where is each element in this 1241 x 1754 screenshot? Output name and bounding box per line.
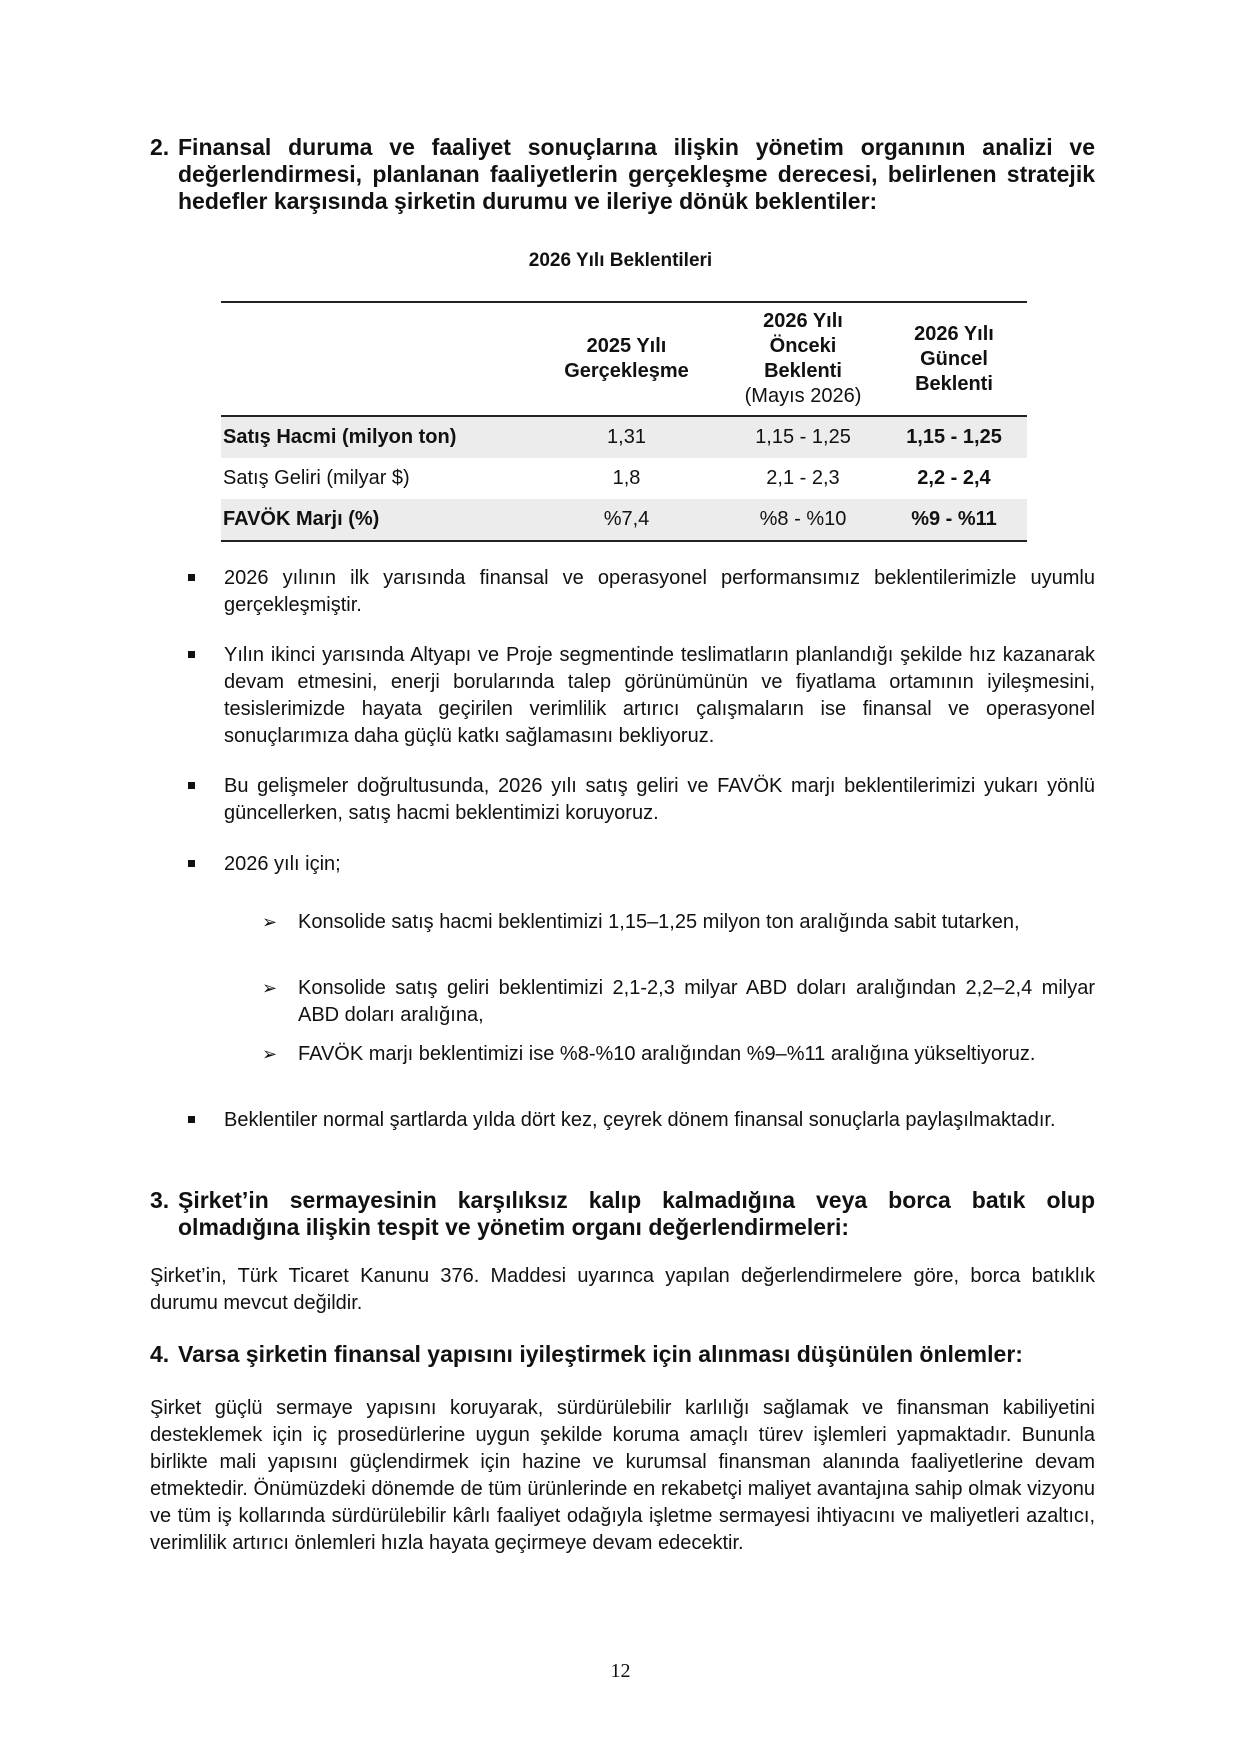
sub-bullet-list bbox=[150, 975, 1095, 1029]
bullet-list bbox=[150, 851, 1095, 878]
sub-bullet-2-text: Konsolide satış geliri beklentimizi 2,1-2,3 milyar ABD doları aralığından 2,2–2,4 milyar ABD doları aralığına, bbox=[298, 977, 1095, 1026]
row-label-ebitda-margin: FAVÖK Marjı (%) bbox=[221, 499, 528, 541]
arrow-bullet-icon: ➢ bbox=[262, 1044, 278, 1064]
square-bullet-icon bbox=[188, 782, 195, 789]
cell-current: 1,15 - 1,25 bbox=[881, 416, 1027, 458]
expectations-table bbox=[221, 301, 1027, 542]
bullet-list bbox=[150, 642, 1095, 750]
section-3-body: Şirket’in, Türk Ticaret Kanunu 376. Maddesi uyarınca yapılan değerlendirmelere göre, borca batıklık durumu mevcut değildir. bbox=[150, 1265, 1095, 1314]
table-header-2025-text: 2025 Yılı Gerçekleşme bbox=[564, 335, 689, 382]
table-header-current-text: 2026 Yılı Güncel Beklenti bbox=[914, 322, 994, 395]
sub-bullet-3-text: FAVÖK marjı beklentimizi ise %8-%10 aralığından %9–%11 aralığına yükseltiyoruz. bbox=[298, 1043, 1036, 1065]
sub-bullet-list bbox=[150, 909, 1095, 936]
bullet-list bbox=[150, 565, 1095, 619]
bullet-3-text: Bu gelişmeler doğrultusunda, 2026 yılı satış geliri ve FAVÖK marjı beklentilerimizi yukarı yönlü güncellerken, satış hacmi beklentimizi koruyoruz. bbox=[224, 775, 1095, 824]
table-header-empty bbox=[221, 302, 528, 416]
arrow-bullet-icon: ➢ bbox=[262, 912, 278, 932]
list-item bbox=[150, 565, 1095, 619]
list-item bbox=[150, 851, 1095, 878]
square-bullet-icon bbox=[188, 651, 195, 658]
bullet-list bbox=[150, 773, 1095, 827]
sub-bullet-list bbox=[150, 1041, 1095, 1068]
table-row bbox=[221, 416, 1027, 458]
cell-2025: %7,4 bbox=[528, 499, 725, 541]
arrow-bullet-icon: ➢ bbox=[262, 978, 278, 998]
section-2-heading bbox=[150, 134, 1095, 215]
bullet-2-text: Yılın ikinci yarısında Altyapı ve Proje segmentinde teslimatların planlandığı şekilde hız kazanarak devam etmesini, enerji borularında talep görünümünün ve fiyatlama ortamının iyileşmesini, tesislerimizde hayata geçirilen verimlilik artırıcı çalışmaların ise finansal ve operasyonel sonuçlarımıza daha güçlü katkı sağlamasını bekliyoruz. bbox=[224, 644, 1095, 747]
bullet-5-text: Beklentiler normal şartlarda yılda dört kez, çeyrek dönem finansal sonuçlarla paylaşılmaktadır. bbox=[224, 1109, 1056, 1131]
table-row bbox=[221, 458, 1027, 499]
cell-previous: 2,1 - 2,3 bbox=[766, 467, 840, 489]
section-2-number: 2. bbox=[150, 134, 170, 160]
cell-previous: %8 - %10 bbox=[725, 499, 881, 541]
cell-current: %9 - %11 bbox=[881, 499, 1027, 541]
table-row bbox=[221, 499, 1027, 541]
cell-previous: 1,15 - 1,25 bbox=[725, 416, 881, 458]
section-4-body: Şirket güçlü sermaye yapısını koruyarak, sürdürülebilir karlılığı sağlamak ve finansman kabiliyetini desteklemek için iç prosedürlerine uygun şekilde koruma amaçlı türev işlemleri yapmaktadır. Bununla birlikte mali yapısını güçlendirmek için hazine ve kurumsal finansman alanında faaliyetlerine devam etmektedir. Önümüzdeki dönemde de tüm ürünlerinde en rekabetçi maliyet avantajına sahip olmak vizyonu ve tüm iş kollarında sürdürülebilir kârlı faaliyet odağıyla işletme sermayesi ihtiyacını ve maliyetleri azaltıcı, verimlilik artırıcı önlemleri hızla hayata geçirmeye devam edecektir. bbox=[150, 1397, 1095, 1554]
section-3-heading-text: Şirket’in sermayesinin karşılıksız kalıp kalmadığına veya borca batık olup olmadığına ilişkin tespit ve yönetim organı değerlendirmeleri: bbox=[178, 1187, 1095, 1240]
sub-bullet-1-text: Konsolide satış hacmi beklentimizi 1,15–1,25 milyon ton aralığında sabit tutarken, bbox=[298, 911, 1020, 933]
section-2-heading-text: Finansal duruma ve faaliyet sonuçlarına ilişkin yönetim organının analizi ve değerlendirmesi, planlanan faaliyetlerin gerçekleşme derecesi, belirlenen stratejik hedefler karşısında şirketin durumu ve ileriye dönük beklentiler: bbox=[178, 134, 1095, 214]
square-bullet-icon bbox=[188, 574, 195, 581]
bullet-1-text: 2026 yılının ilk yarısında finansal ve operasyonel performansımız beklentilerimizle uyumlu gerçekleşmiştir. bbox=[224, 567, 1095, 616]
list-item bbox=[150, 773, 1095, 827]
cell-current: 2,2 - 2,4 bbox=[917, 467, 991, 489]
section-3-heading bbox=[150, 1187, 1095, 1241]
table-header-previous-sub: (Mayıs 2026) bbox=[744, 385, 862, 407]
section-4-number: 4. bbox=[150, 1341, 170, 1367]
list-item bbox=[150, 909, 1095, 936]
page-number: 12 bbox=[610, 1660, 631, 1682]
list-item bbox=[150, 642, 1095, 750]
table-header-2025 bbox=[528, 302, 725, 416]
row-label-sales-volume: Satış Hacmi (milyon ton) bbox=[221, 416, 528, 458]
section-4-heading-text: Varsa şirketin finansal yapısını iyileştirmek için alınması düşünülen önlemler: bbox=[178, 1341, 1023, 1367]
table-header-row bbox=[221, 302, 1027, 416]
list-item bbox=[150, 1041, 1095, 1068]
table-title: 2026 Yılı Beklentileri bbox=[528, 250, 713, 271]
table-header-current bbox=[881, 302, 1027, 416]
cell-2025: 1,31 bbox=[528, 416, 725, 458]
cell-2025: 1,8 bbox=[612, 467, 641, 489]
bullet-4-text: 2026 yılı için; bbox=[224, 853, 341, 875]
row-label-sales-revenue: Satış Geliri (milyar $) bbox=[223, 467, 410, 489]
list-item bbox=[150, 1107, 1095, 1134]
table-header-previous-text: 2026 Yılı Önceki Beklenti bbox=[763, 310, 843, 382]
section-4-heading bbox=[150, 1341, 1095, 1368]
section-3-number: 3. bbox=[150, 1187, 170, 1213]
square-bullet-icon bbox=[188, 860, 195, 867]
list-item bbox=[150, 975, 1095, 1029]
bullet-list bbox=[150, 1107, 1095, 1134]
square-bullet-icon bbox=[188, 1116, 195, 1123]
table-header-previous bbox=[725, 302, 881, 416]
